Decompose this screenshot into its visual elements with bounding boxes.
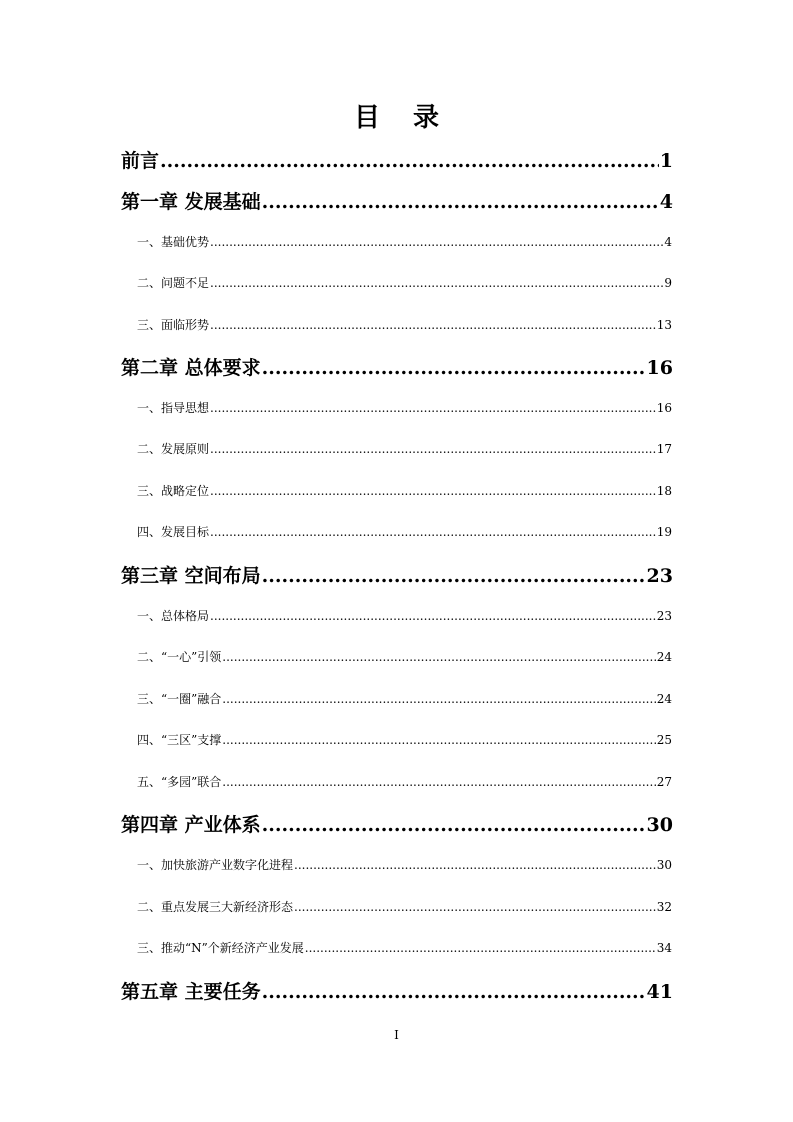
toc-entry-text: 一、加快旅游产业数字化进程 — [137, 858, 294, 872]
toc-dot-leader — [210, 524, 656, 540]
toc-entry-page: 30 — [656, 858, 672, 872]
toc-entry-chapter-5[interactable] — [121, 979, 673, 1005]
toc-entry-text: 一、指导思想 — [137, 401, 210, 415]
toc-dot-leader — [210, 317, 656, 333]
toc-dot-leader — [262, 563, 646, 589]
toc-entry-chapter-1[interactable] — [121, 189, 673, 215]
toc-entry-page: 24 — [656, 692, 672, 706]
toc-entry-text: 二、问题不足 — [137, 276, 210, 290]
toc-entry-preface[interactable] — [121, 148, 673, 174]
toc-dot-leader — [210, 441, 656, 457]
toc-entry-section[interactable] — [137, 524, 672, 540]
toc-entry-page: 24 — [656, 650, 672, 664]
toc-entry-chapter-2[interactable] — [121, 355, 673, 381]
toc-entry-section[interactable] — [137, 275, 672, 291]
toc-entry-page: 16 — [656, 401, 672, 415]
toc-entry-section[interactable] — [137, 317, 672, 333]
toc-entry-page: 13 — [656, 318, 672, 332]
toc-dot-leader — [222, 732, 655, 748]
toc-entry-text: 第一章 发展基础 — [121, 191, 261, 213]
toc-dot-leader — [210, 275, 663, 291]
toc-dot-leader — [160, 148, 659, 174]
toc-entry-text: 三、战略定位 — [137, 484, 210, 498]
toc-entry-text: 五、“多园”联合 — [137, 775, 222, 789]
toc-entry-text: 四、发展目标 — [137, 525, 210, 539]
toc-entry-page: 9 — [664, 276, 672, 290]
toc-entry-page: 32 — [656, 900, 672, 914]
toc-dot-leader — [305, 940, 656, 956]
toc-entry-section[interactable] — [137, 774, 672, 790]
toc-entry-text: 一、基础优势 — [137, 235, 210, 249]
toc-entry-page: 34 — [656, 941, 672, 955]
toc-entry-text: 第二章 总体要求 — [121, 357, 261, 379]
toc-entry-text: 三、“一圈”融合 — [137, 692, 222, 706]
toc-entry-page: 27 — [656, 775, 672, 789]
page-number: I — [394, 1028, 399, 1042]
toc-dot-leader — [222, 774, 655, 790]
toc-entry-section[interactable] — [137, 608, 672, 624]
toc-entry-section[interactable] — [137, 483, 672, 499]
toc-entry-section[interactable] — [137, 400, 672, 416]
toc-entry-section[interactable] — [137, 899, 672, 915]
toc-dot-leader — [262, 189, 659, 215]
toc-entry-page: 17 — [656, 442, 672, 456]
toc-entry-text: 前言 — [121, 150, 160, 172]
toc-entry-page: 30 — [646, 814, 673, 836]
toc-entry-section[interactable] — [137, 691, 672, 707]
toc-entry-text: 第三章 空间布局 — [121, 565, 261, 587]
toc-dot-leader — [294, 899, 656, 915]
toc-entry-text: 一、总体格局 — [137, 609, 210, 623]
toc-entry-text: 第四章 产业体系 — [121, 814, 261, 836]
toc-entry-page: 41 — [646, 981, 673, 1003]
toc-entry-chapter-3[interactable] — [121, 563, 673, 589]
toc-dot-leader — [222, 691, 655, 707]
toc-entry-section[interactable] — [137, 732, 672, 748]
toc-entry-chapter-4[interactable] — [121, 812, 673, 838]
toc-entry-section[interactable] — [137, 940, 672, 956]
toc-entry-section[interactable] — [137, 234, 672, 250]
toc-dot-leader — [262, 812, 646, 838]
toc-entry-text: 三、推动“N”个新经济产业发展 — [137, 941, 304, 955]
toc-entry-text: 二、“一心”引领 — [137, 650, 222, 664]
toc-entry-page: 16 — [646, 357, 673, 379]
toc-entry-page: 25 — [656, 733, 672, 747]
page-title: 目 录 — [353, 103, 452, 133]
toc-dot-leader — [210, 608, 656, 624]
toc-dot-leader — [210, 483, 656, 499]
toc-entry-text: 第五章 主要任务 — [121, 981, 261, 1003]
toc-entry-page: 23 — [646, 565, 673, 587]
toc-entry-section[interactable] — [137, 441, 672, 457]
toc-entry-page: 1 — [659, 150, 673, 172]
toc-entry-page: 4 — [659, 191, 673, 213]
toc-dot-leader — [222, 649, 655, 665]
toc-dot-leader — [294, 857, 656, 873]
toc-entry-text: 二、发展原则 — [137, 442, 210, 456]
toc-entry-section[interactable] — [137, 649, 672, 665]
toc-entry-text: 三、面临形势 — [137, 318, 210, 332]
toc-dot-leader — [210, 234, 663, 250]
toc-dot-leader — [262, 355, 646, 381]
toc-dot-leader — [262, 979, 646, 1005]
toc-entry-text: 四、“三区”支撑 — [137, 733, 222, 747]
toc-entry-page: 19 — [656, 525, 672, 539]
toc-entry-text: 二、重点发展三大新经济形态 — [137, 900, 294, 914]
toc-entry-page: 23 — [656, 609, 672, 623]
toc-entry-page: 18 — [656, 484, 672, 498]
toc-entry-section[interactable] — [137, 857, 672, 873]
toc-dot-leader — [210, 400, 656, 416]
toc-entry-page: 4 — [664, 235, 672, 249]
